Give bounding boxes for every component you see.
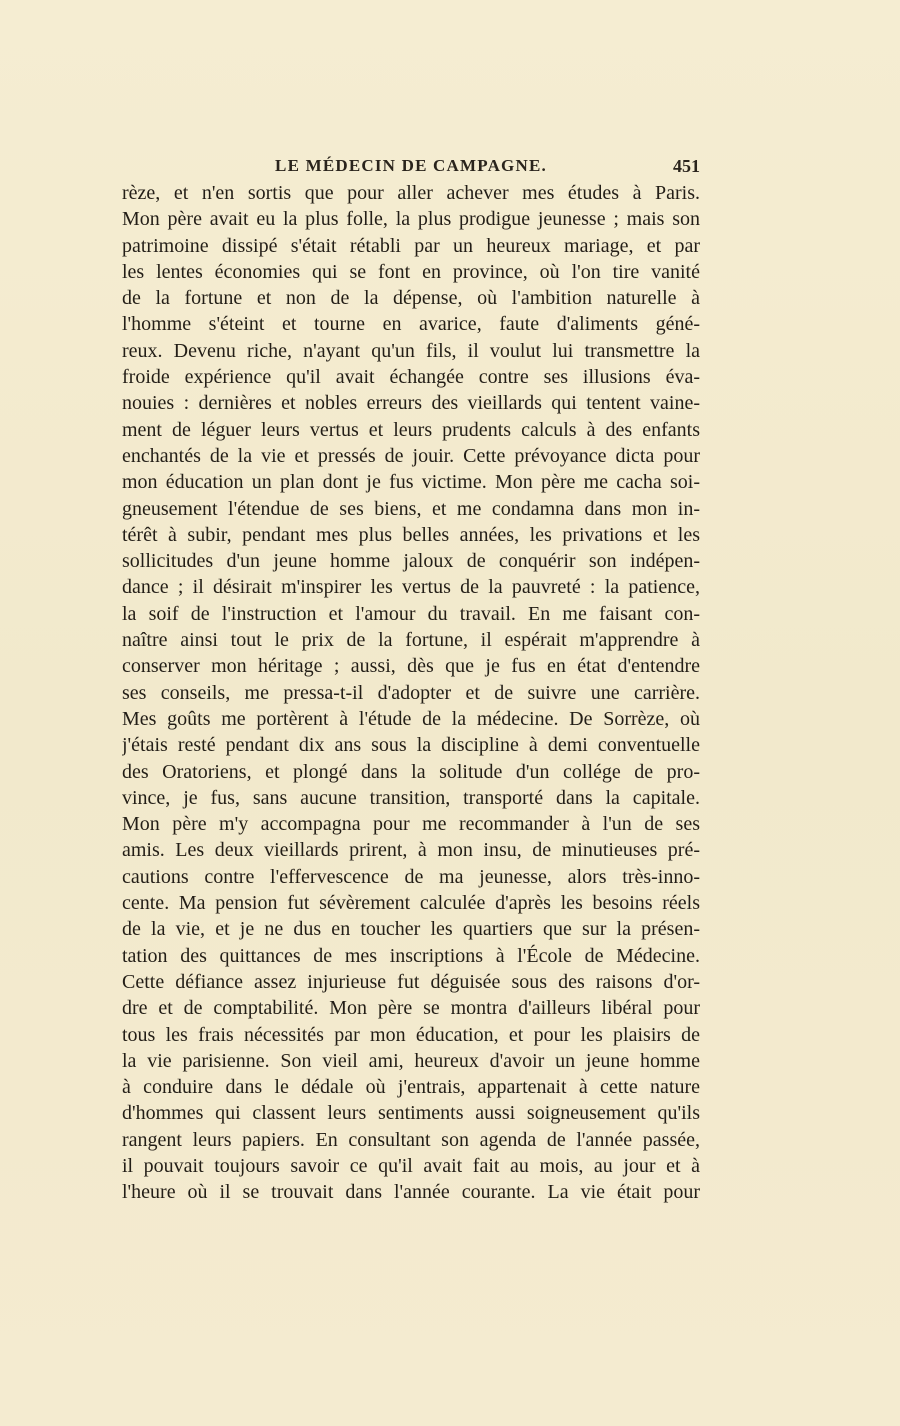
text-line: la vie parisienne. Son vieil ami, heureux d'avoir un jeune homme (122, 1049, 700, 1072)
text-line: reux. Devenu riche, n'ayant qu'un fils, il voulut lui transmettre la (122, 339, 700, 362)
text-line: tous les frais nécessités par mon éducation, et pour les plaisirs de (122, 1023, 700, 1046)
text-line: naître ainsi tout le prix de la fortune, il espérait m'apprendre à (122, 629, 700, 652)
running-head (122, 156, 700, 182)
text-line: j'étais resté pendant dix ans sous la discipline à demi conventuelle (122, 734, 700, 757)
text-line: de la vie, et je ne dus en toucher les quartiers que sur la présen- (122, 918, 700, 941)
text-line: vince, je fus, sans aucune transition, transporté dans la capitale. (122, 786, 700, 809)
page-number: 451 (673, 156, 700, 176)
text-line: sollicitudes d'un jeune homme jaloux de conquérir son indépen- (122, 550, 700, 573)
text-line: les lentes économies qui se font en province, où l'on tire vanité (122, 260, 700, 283)
text-line: ment de léguer leurs vertus et leurs prudents calculs à des enfants (122, 418, 700, 441)
text-line: Cette défiance assez injurieuse fut déguisée sous des raisons d'or- (122, 970, 700, 993)
text-line: froide expérience qu'il avait échangée contre ses illusions éva- (122, 366, 700, 389)
text-line: l'heure où il se trouvait dans l'année courante. La vie était pour (122, 1181, 700, 1204)
text-line: amis. Les deux vieillards prirent, à mon insu, de minutieuses pré- (122, 839, 700, 862)
text-line: tation des quittances de mes inscriptions à l'École de Médecine. (122, 944, 700, 967)
text-line: nouies : dernières et nobles erreurs des vieillards qui tentent vaine- (122, 392, 700, 415)
body-text (122, 180, 700, 1206)
text-line: dre et de comptabilité. Mon père se montra d'ailleurs libéral pour (122, 997, 700, 1020)
text-line: Mon père m'y accompagna pour me recommander à l'un de ses (122, 813, 700, 836)
text-line: dance ; il désirait m'inspirer les vertus de la pauvreté : la patience, (122, 576, 700, 599)
text-line: rèze, et n'en sortis que pour aller achever mes études à Paris. (122, 182, 700, 204)
text-line: à conduire dans le dédale où j'entrais, appartenait à cette nature (122, 1076, 700, 1099)
text-line: ses conseils, me pressa-t-il d'adopter et de suivre une carrière. (122, 681, 700, 704)
text-line: d'hommes qui classent leurs sentiments aussi soigneusement qu'ils (122, 1102, 700, 1125)
text-line: conserver mon héritage ; aussi, dès que je fus en état d'entendre (122, 655, 700, 678)
text-line: des Oratoriens, et plongé dans la solitude d'un collége de pro- (122, 760, 700, 783)
text-line: la soif de l'instruction et l'amour du travail. En me faisant con- (122, 602, 700, 625)
running-title: LE MÉDECIN DE CAMPAGNE. (275, 156, 547, 175)
text-line: patrimoine dissipé s'était rétabli par un heureux mariage, et par (122, 234, 700, 257)
text-line: de la fortune et non de la dépense, où l'ambition naturelle à (122, 287, 700, 310)
text-line: cente. Ma pension fut sévèrement calculée d'après les besoins réels (122, 892, 700, 915)
text-line: cautions contre l'effervescence de ma jeunesse, alors très-inno- (122, 865, 700, 888)
text-line: l'homme s'éteint et tourne en avarice, faute d'aliments géné- (122, 313, 700, 336)
text-line: il pouvait toujours savoir ce qu'il avait fait au mois, au jour et à (122, 1154, 700, 1177)
text-line: rangent leurs papiers. En consultant son agenda de l'année passée, (122, 1128, 700, 1151)
text-line: mon éducation un plan dont je fus victime. Mon père me cacha soi- (122, 471, 700, 494)
text-line: Mes goûts me portèrent à l'étude de la médecine. De Sorrèze, où (122, 707, 700, 730)
text-line: enchantés de la vie et pressés de jouir. Cette prévoyance dicta pour (122, 444, 700, 467)
text-line: gneusement l'étendue de ses biens, et me condamna dans mon in- (122, 497, 700, 520)
text-line: Mon père avait eu la plus folle, la plus prodigue jeunesse ; mais son (122, 208, 700, 231)
text-line: térêt à subir, pendant mes plus belles années, les privations et les (122, 523, 700, 546)
